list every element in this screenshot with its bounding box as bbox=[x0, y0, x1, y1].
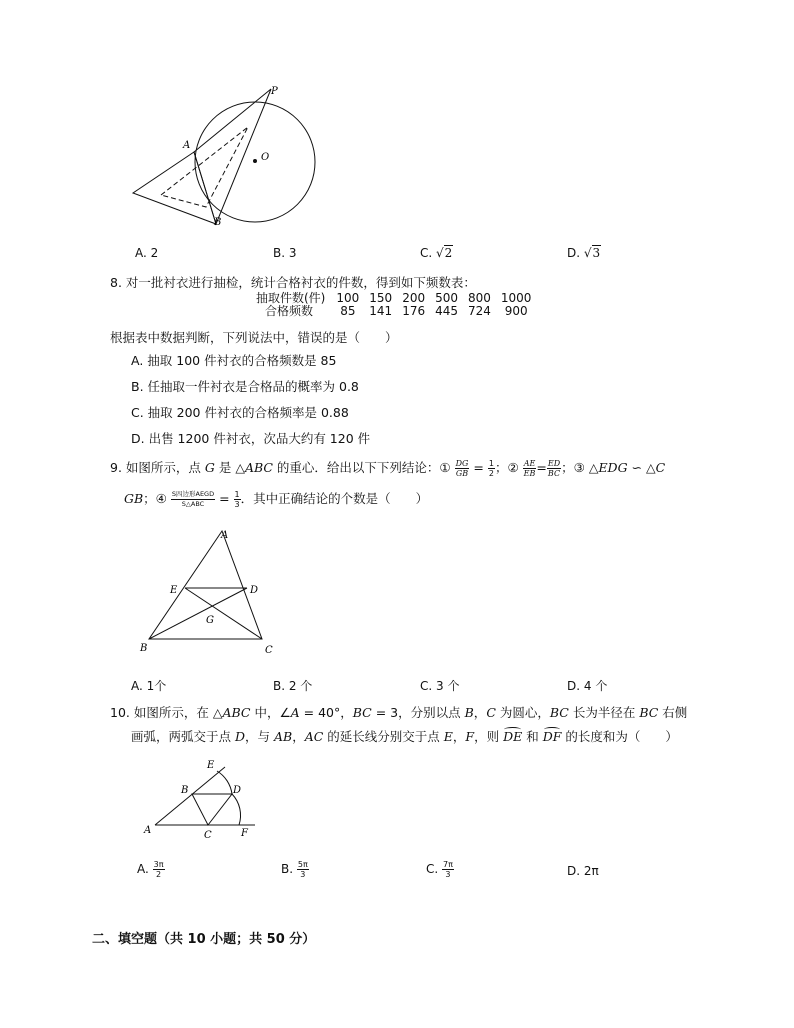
q9-option-b[interactable]: B. 2 个 bbox=[273, 679, 313, 693]
q7-label-p: P bbox=[271, 86, 278, 97]
table-row: 抽取件数(件) 100 150 200 500 800 1000 bbox=[256, 291, 532, 305]
q10-stem-line1: 10. 如图所示，在 △ABC 中，∠A = 40°，BC = 3，分别以点 B，C 为圆心，BC 长为半径在 BC 右侧 bbox=[110, 705, 688, 720]
q9-label-e: E bbox=[170, 585, 178, 596]
section-heading-fill-in: 二、填空题（共 10 小题；共 50 分） bbox=[92, 932, 316, 947]
q10-label-e: E bbox=[207, 760, 215, 771]
q9-label-b: B bbox=[140, 643, 148, 654]
q10-label-c: C bbox=[204, 830, 212, 841]
q10-label-b: B bbox=[181, 785, 189, 796]
q9-label-a: A bbox=[221, 530, 229, 541]
q7-figure bbox=[120, 82, 330, 232]
q10-label-f: F bbox=[241, 828, 248, 839]
q9-option-c[interactable]: C. 3 个 bbox=[420, 679, 460, 693]
q7-option-c[interactable]: C. √2 bbox=[420, 246, 453, 260]
q9-label-d: D bbox=[250, 585, 259, 596]
q10-option-a[interactable]: A. $\frac{3\pi}{2}$ bbox=[137, 860, 164, 879]
q8-question: 根据表中数据判断，下列说法中，错误的是（ ） bbox=[110, 330, 398, 345]
q8-stem: 8. 对一批衬衣进行抽检，统计合格衬衣的件数，得到如下频数表： bbox=[110, 275, 476, 290]
q10-figure bbox=[140, 757, 270, 842]
table-row: 合格频数 85 141 176 445 724 900 bbox=[265, 304, 528, 318]
q10-option-b[interactable]: B. $\frac{5\pi}{3}$ bbox=[281, 860, 308, 879]
q8-frequency-table bbox=[251, 292, 536, 318]
q9-option-d[interactable]: D. 4 个 bbox=[567, 679, 608, 693]
q7-label-a: A bbox=[183, 140, 191, 151]
q8-option-a[interactable]: A. 抽取 100 件衬衣的合格频数是 85 bbox=[131, 353, 337, 368]
q7-option-b[interactable]: B. 3 bbox=[273, 246, 297, 260]
q7-option-d[interactable]: D. √3 bbox=[567, 246, 601, 260]
q9-label-c: C bbox=[265, 645, 273, 656]
q10-option-d[interactable]: D. 2π bbox=[567, 864, 599, 878]
q9-stem-line2: GB；④ $\frac{\text{S四边形AEGD}}{\text{S△ABC}}$ = $\frac{1}{3}$ ．其中正确结论的个数是（ ） bbox=[124, 490, 429, 509]
q8-option-c[interactable]: C. 抽取 200 件衬衣的合格频率是 0.88 bbox=[131, 405, 349, 420]
q8-option-b[interactable]: B. 任抽取一件衬衣是合格品的概率为 0.8 bbox=[131, 379, 359, 394]
q9-stem-line1: 9. 如图所示，点 G 是 △ABC 的重心．给出以下下列结论：① $\frac{DG}{GB}$ = $\frac{1}{2}$ ；② $\frac{AE}{EB}$ = $\frac{ED}{BC}$ ；③ △EDG ∽ △C bbox=[110, 459, 666, 478]
q7-label-o: O bbox=[261, 152, 270, 163]
q8-option-d[interactable]: D. 出售 1200 件衬衣，次品大约有 120 件 bbox=[131, 431, 371, 446]
q9-label-g: G bbox=[206, 615, 214, 626]
q10-stem-line2: 画弧，两弧交于点 D，与 AB，AC 的延长线分别交于点 E，F，则 DE 和 DF 的长度和为（ ） bbox=[131, 729, 678, 744]
q10-option-c[interactable]: C. $\frac{7\pi}{3}$ bbox=[426, 860, 453, 879]
q7-option-a[interactable]: A. 2 bbox=[135, 246, 159, 260]
q10-label-a: A bbox=[144, 825, 152, 836]
q9-figure bbox=[132, 522, 282, 662]
q7-label-b: B bbox=[214, 217, 222, 228]
q10-label-d: D bbox=[233, 785, 242, 796]
q9-option-a[interactable]: A. 1个 bbox=[131, 679, 167, 693]
